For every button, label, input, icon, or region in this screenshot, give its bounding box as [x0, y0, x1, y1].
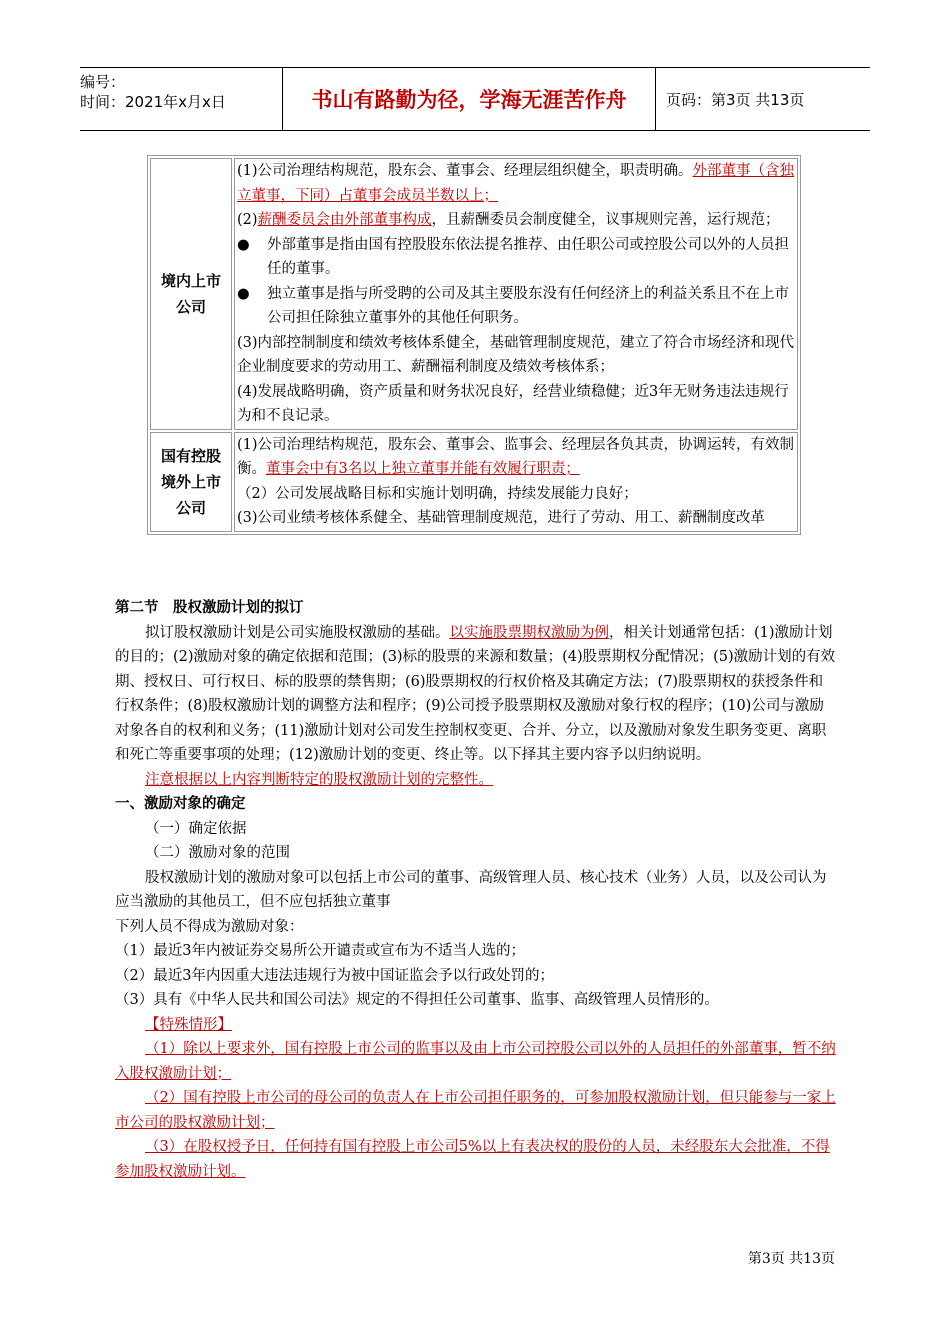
row-label-domestic: 境内上市公司 — [150, 158, 232, 430]
special-item-1: （1）除以上要求外，国有控股上市公司的监事以及由上市公司控股公司以外的人员担任的外部董事，暂不纳入股权激励计划； — [115, 1041, 836, 1082]
note-paragraph: 注意根据以上内容判断特定的股权激励计划的完整性。 — [145, 771, 493, 788]
intro-paragraph: 拟订股权激励计划是公司实施股权激励的基础。以实施股票期权激励为例，相关计划通常包括：(1)激励计划的目的；(2)激励对象的确定依据和范围；(3)标的股票的来源和数量；(4)股票期权分配情况；(5)激励计划的有效期、授权日、可行权日、标的股票的禁售期；(6)股票期权的行权价格及其确定方法；(7)股票期权的获授条件和行权条件；(8)股权激励计划的调整方法和程序；(9)公司授予股票期权及激励对象行权的程序；(10)公司与激励对象各自的权利和义务；(11)激励计划对公司发生控制权变更、合并、分立，以及激励对象发生职务变更、离职和死亡等重要事项的处理；(12)激励计划的变更、终止等。以下择其主要内容予以归纳说明。 — [115, 624, 836, 763]
main-body — [115, 596, 837, 1184]
header-meta — [80, 68, 282, 130]
header-page-info: 页码：第3页 共13页 — [666, 90, 805, 109]
table-row-overseas — [150, 432, 798, 532]
document-number-label: 编号： — [80, 73, 126, 91]
exclude-item-2: （2）最近3年内因重大违法违规行为被中国证监会予以行政处罚的； — [115, 967, 554, 984]
condition-2: （2）公司发展战略目标和实施计划明确，持续发展能力良好； — [237, 485, 638, 502]
subheading-scope: （二）激励对象的范围 — [145, 845, 290, 861]
exclude-title: 下列人员不得成为激励对象： — [115, 918, 304, 935]
highlight-independent-directors: 董事会中有3名以上独立董事并能有效履行职责； — [266, 461, 580, 477]
scope-paragraph: 股权激励计划的激励对象可以包括上市公司的董事、高级管理人员、核心技术（业务）人员，以及公司认为应当激励的其他员工，但不应包括独立董事 — [115, 869, 827, 910]
page-header — [80, 67, 870, 131]
conditions-table — [147, 155, 801, 535]
condition-4: (4)发展战略明确，资产质量和财务状况良好，经营业绩稳健；近3年无财务违法违规行为和不良记录。 — [237, 383, 789, 424]
heading-incentive-targets: 一、激励对象的确定 — [115, 796, 246, 812]
condition-2: (2)薪酬委员会由外部董事构成，且薪酬委员会制度健全，议事规则完善，运行规范； — [237, 212, 780, 228]
row-label-overseas: 国有控股境外上市公司 — [150, 432, 232, 532]
condition-1: (1)公司治理结构规范，股东会、董事会、经理层组织健全，职责明确。外部董事（含独立董事，下同）占董事会成员半数以上； — [237, 163, 795, 204]
highlight-stock-option: 以实施股票期权激励为例 — [449, 624, 609, 641]
page-footer: 第3页 共13页 — [747, 1251, 835, 1267]
row-content-domestic — [234, 158, 798, 430]
special-title: 【特殊情形】 — [145, 1016, 232, 1033]
highlight-outside-directors: 外部董事（含独立董事，下同）占董事会成员半数以上； — [237, 163, 795, 204]
condition-3: (3)公司业绩考核体系健全、基础管理制度规范，进行了劳动、用工、薪酬制度改革 — [237, 510, 766, 526]
condition-1: (1)公司治理结构规范，股东会、董事会、监事会、经理层各负其责，协调运转，有效制衡。董事会中有3名以上独立董事并能有效履行职责； — [237, 436, 795, 477]
exclude-item-3: （3）具有《中华人民共和国公司法》规定的不得担任公司董事、监事、高级管理人员情形的。 — [115, 992, 719, 1008]
bullet-icon: ● — [237, 236, 250, 253]
special-item-3: （3）在股权授予日，任何持有国有控股上市公司5%以上有表决权的股份的人员，未经股东大会批准，不得参加股权激励计划。 — [115, 1139, 830, 1180]
section-title: 第二节 股权激励计划的拟订 — [115, 600, 304, 616]
table-row-domestic — [150, 158, 798, 430]
exclude-item-1: （1）最近3年内被证券交易所公开谴责或宣布为不适当人选的； — [115, 943, 525, 959]
subheading-basis: （一）确定依据 — [145, 820, 247, 837]
document-time: 时间：2021年x月x日 — [80, 93, 226, 111]
row-content-overseas — [234, 432, 798, 532]
bullet-icon: ● — [237, 285, 250, 302]
highlight-compensation-committee: 薪酬委员会由外部董事构成 — [257, 212, 432, 228]
header-motto: 书山有路勤为径，学海无涯苦作舟 — [282, 68, 656, 130]
bullet-independent-director: ● 独立董事是指与所受聘的公司及其主要股东没有任何经济上的利益关系且不在上市公司担任除独立董事外的其他任何职务。 — [237, 282, 795, 331]
bullet-outside-director: ● 外部董事是指由国有控股股东依法提名推荐、由任职公司或控股公司以外的人员担任的董事。 — [237, 233, 795, 282]
special-item-2: （2）国有控股上市公司的母公司的负责人在上市公司担任职务的，可参加股权激励计划，但只能参与一家上市公司的股权激励计划； — [115, 1090, 836, 1131]
condition-3: (3)内部控制制度和绩效考核体系健全，基础管理制度规范，建立了符合市场经济和现代企业制度要求的劳动用工、薪酬福利制度及绩效考核体系； — [237, 334, 795, 375]
